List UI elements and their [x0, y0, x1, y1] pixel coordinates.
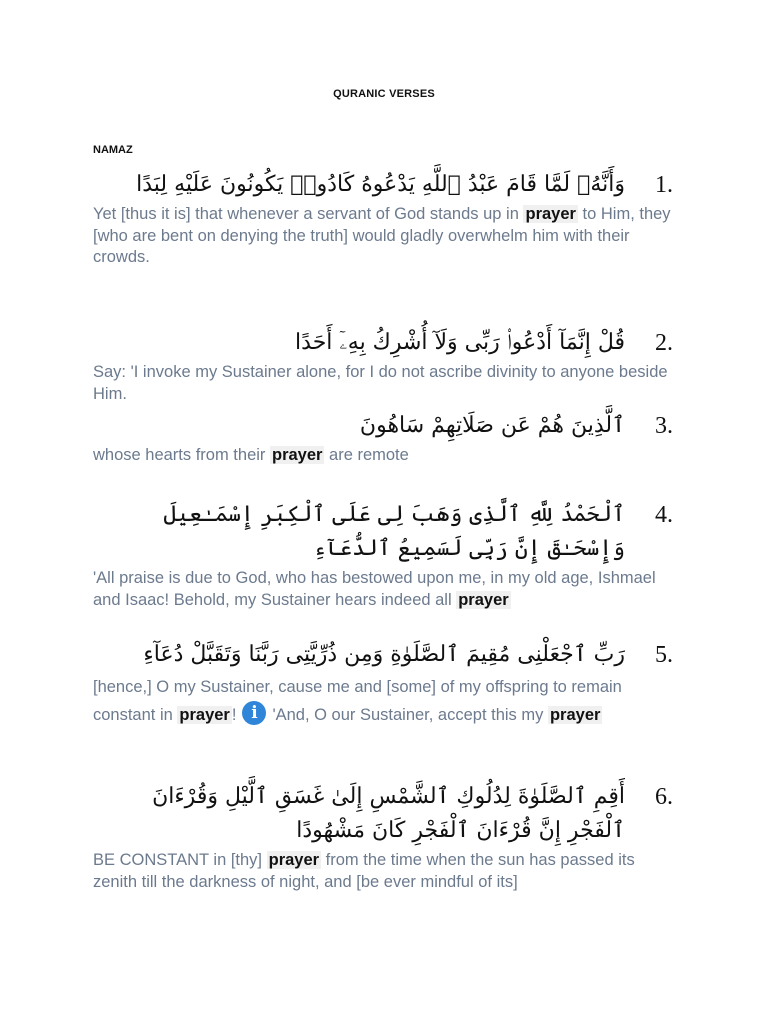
- verse-4-arabic: ٱلْحَمْدُ لِلَّهِ ٱلَّذِى وَهَبَ لِى عَلَى ٱلْكِبَرِ إِسْمَـٰعِيلَ وَإِسْحَـٰقَ إِنَّ رَبِّى لَسَمِيعُ ٱلدُّعَآءِ: [163, 502, 625, 561]
- verse-1-translation: [93, 204, 673, 269]
- section-heading: NAMAZ: [93, 144, 133, 156]
- verse-5-arabic: رَبِّ ٱجْعَلْنِى مُقِيمَ ٱلصَّلَوٰةِ وَمِن ذُرِّيَّتِى رَبَّنَا وَتَقَبَّلْ دُعَآءِ: [143, 642, 625, 667]
- info-icon[interactable]: i: [242, 701, 266, 725]
- verse-1-arabic: وَأَنَّهُۥ لَمَّا قَامَ عَبْدُ ٱللَّهِ يَدْعُوهُ كَادُوا۟ يَكُونُونَ عَلَيْهِ لِبَدًا: [136, 172, 625, 197]
- verse-6-arabic: أَقِمِ ٱلصَّلَوٰةَ لِدُلُوكِ ٱلشَّمْسِ إِلَىٰ غَسَقِ ٱلَّيْلِ وَقُرْءَانَ ٱلْفَجْرِ إِنَّ قُرْءَانَ ٱلْفَجْرِ كَانَ مَشْهُودًا: [152, 784, 625, 843]
- verse-3: [93, 409, 673, 467]
- translation-text: Say: 'I invoke my Sustainer alone, for I do not ascribe divinity to anyone beside Him.: [93, 363, 668, 403]
- verse-6-translation: [93, 850, 673, 893]
- verse-4-number: 4.: [655, 502, 673, 528]
- verse-2: [93, 326, 673, 405]
- highlighted-word: prayer: [549, 706, 601, 724]
- verse-4: [93, 498, 673, 611]
- highlighted-word: prayer: [458, 590, 509, 609]
- highlighted-word: prayer: [179, 706, 230, 724]
- translation-text: whose hearts from their: [93, 446, 270, 464]
- highlighted-word: prayer: [272, 446, 323, 464]
- verse-5-translation: [93, 674, 673, 729]
- translation-text: [hence,] O my Sustainer, cause me and [some] of my offspring to remain constant in: [93, 678, 622, 724]
- verse-1: [93, 168, 673, 269]
- document-title: QURANIC VERSES: [333, 88, 435, 100]
- highlighted-word: prayer: [268, 851, 320, 869]
- verse-3-number: 3.: [655, 413, 673, 439]
- verse-2-arabic: قُلْ إِنَّمَآ أَدْعُوا۟ رَبِّى وَلَآ أُشْرِكُ بِهِۦٓ أَحَدًا: [295, 330, 625, 355]
- translation-text: to Him, they [who are bent on denying the truth] would gladly overwhelm him with their crowds.: [93, 205, 671, 266]
- translation-text: Yet [thus it is] that whenever a servant of God stands up in: [93, 205, 524, 223]
- verse-6-number: 6.: [655, 784, 673, 810]
- highlighted-word: prayer: [525, 205, 576, 223]
- verse-3-translation: [93, 445, 673, 467]
- translation-text: BE CONSTANT in [thy]: [93, 851, 267, 869]
- verse-2-number: 2.: [655, 330, 673, 356]
- translation-text: 'And, O our Sustainer, accept this my: [272, 706, 548, 724]
- translation-text: are remote: [324, 446, 409, 464]
- verse-5-number: 5.: [655, 642, 673, 668]
- verse-6: [93, 780, 673, 893]
- translation-text: !: [231, 706, 237, 724]
- verse-2-translation: [93, 362, 673, 405]
- verse-4-translation: [93, 568, 673, 611]
- translation-text: 'All praise is due to God, who has bestowed upon me, in my old age, Ishmael and Isaac! Behold, my Sustainer hears indeed all: [93, 569, 656, 609]
- verse-1-number: 1.: [655, 172, 673, 198]
- verse-3-arabic: ٱلَّذِينَ هُمْ عَن صَلَاتِهِمْ سَاهُونَ: [359, 413, 625, 438]
- verse-5: [93, 638, 673, 729]
- translation-text: from the time when the sun has passed its zenith till the darkness of night, and [be ever mindful of its]: [93, 851, 635, 891]
